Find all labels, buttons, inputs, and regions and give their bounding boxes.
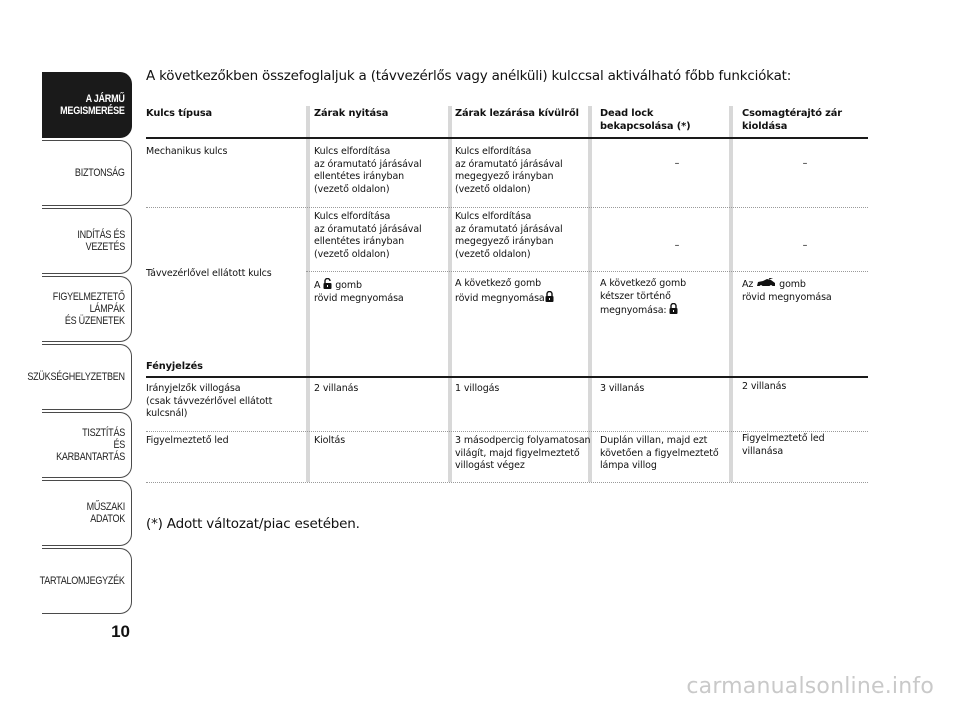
key-functions-table	[146, 106, 868, 486]
cell-dash: –	[674, 240, 680, 251]
cell-text: 3 másodpercig folyamatosan világít, majd figyelmeztető villogást végez	[455, 435, 591, 471]
cell-remote-unlock	[314, 278, 404, 305]
cell-text: Kioltás	[314, 435, 346, 446]
cell-text: A	[314, 280, 321, 291]
row-label-mechanical: Mechanikus kulcs	[146, 146, 228, 157]
tab-starting-driving[interactable]	[42, 208, 132, 274]
section-rule	[146, 376, 868, 378]
row-label-indicators: Irányjelzők villogása (csak távvezérlővel ellátott kulcsnál)	[146, 383, 273, 419]
row-rule	[306, 271, 868, 272]
cell-text: Kulcs elfordítása az óramutató járásával ellentétes irányban (vezető oldalon)	[314, 211, 422, 260]
tab-label: MŰSZAKI ADATOK	[86, 501, 125, 525]
tab-label: INDÍTÁS ÉS VEZETÉS	[77, 229, 125, 253]
cell-remote-lock	[455, 278, 554, 305]
row-rule	[146, 431, 868, 432]
cell-text: Kulcs elfordítása az óramutató járásával megegyező irányban (vezető oldalon)	[455, 146, 563, 195]
tab-technical-data[interactable]	[42, 480, 132, 546]
tab-warning-lights[interactable]	[42, 276, 132, 342]
footnote: (*) Adott változat/piac esetében.	[146, 516, 360, 532]
tab-label: TISZTÍTÁS ÉS KARBANTARTÁS	[56, 427, 126, 463]
cell-text: 2 villanás	[314, 383, 359, 394]
section-light-signals: Fényjelzés	[146, 361, 203, 372]
cell-text: Duplán villan, majd ezt követően a figyelmeztető lámpa villog	[600, 435, 719, 471]
cell-text: A következő gomb kétszer történő megnyomása:	[600, 278, 687, 316]
cell-text: 3 villanás	[600, 383, 645, 394]
cell-text: Az	[742, 279, 754, 290]
row-label-remote-key: Távvezérlővel ellátott kulcs	[146, 268, 272, 279]
cell-remote-deadlock	[600, 278, 686, 318]
header-lock: Zárak lezárása kívülről	[455, 108, 579, 119]
cell-text: Figyelmeztető led villanása	[742, 433, 825, 457]
page-number: 10	[111, 622, 130, 641]
tab-label: BIZTONSÁG	[75, 167, 125, 179]
row-label-led: Figyelmeztető led	[146, 435, 229, 446]
cell-remote-boot	[742, 278, 832, 304]
header-rule	[146, 137, 868, 139]
cell-text: A következő gomb rövid megnyomása	[455, 278, 545, 304]
column-separator	[306, 106, 310, 482]
tab-vehicle-intro[interactable]	[42, 72, 132, 138]
cell-dash: –	[674, 158, 680, 169]
row-rule	[146, 482, 868, 483]
tab-index[interactable]	[39, 548, 132, 614]
car-boot-icon	[756, 278, 776, 288]
open-padlock-icon	[323, 278, 332, 289]
intro-text: A következőkben összefoglaljuk a (távvezérlős vagy anélküli) kulccsal aktiválható főbb funkciókat:	[146, 68, 792, 84]
tab-maintenance[interactable]	[42, 412, 132, 478]
tab-safety[interactable]	[42, 140, 132, 206]
header-key-type: Kulcs típusa	[146, 108, 213, 119]
tab-label: TARTALOMJEGYZÉK	[39, 575, 125, 587]
column-separator	[448, 106, 452, 482]
cell-text: Kulcs elfordítása az óramutató járásával megegyező irányban (vezető oldalon)	[455, 211, 563, 260]
cell-text: gomb rövid megnyomása	[742, 279, 832, 303]
cell-dash: –	[802, 158, 808, 169]
header-unlock: Zárak nyitása	[314, 108, 389, 119]
closed-padlock-icon	[545, 291, 554, 302]
cell-text: 2 villanás	[742, 381, 787, 392]
tab-label: FIGYELMEZTETŐ LÁMPÁK ÉS ÜZENETEK	[53, 291, 125, 327]
cell-text: 1 villogás	[455, 383, 500, 394]
cell-text: Kulcs elfordítása az óramutató járásával ellentétes irányban (vezető oldalon)	[314, 146, 422, 195]
header-boot: Csomagtérajtó zár kioldása	[742, 108, 842, 132]
watermark: carmanualsonline.info	[686, 674, 934, 699]
header-deadlock: Dead lock bekapcsolása (*)	[600, 108, 691, 132]
tab-emergency[interactable]	[27, 344, 132, 410]
cell-text: gomb rövid megnyomása	[314, 280, 404, 304]
tab-label: A JÁRMŰ MEGISMERÉSE	[60, 93, 125, 117]
row-rule	[146, 207, 868, 208]
closed-padlock-icon	[669, 303, 678, 314]
cell-dash: –	[802, 240, 808, 251]
column-separator	[588, 106, 592, 482]
tab-label: SZÜKSÉGHELYZETBEN	[27, 371, 125, 383]
